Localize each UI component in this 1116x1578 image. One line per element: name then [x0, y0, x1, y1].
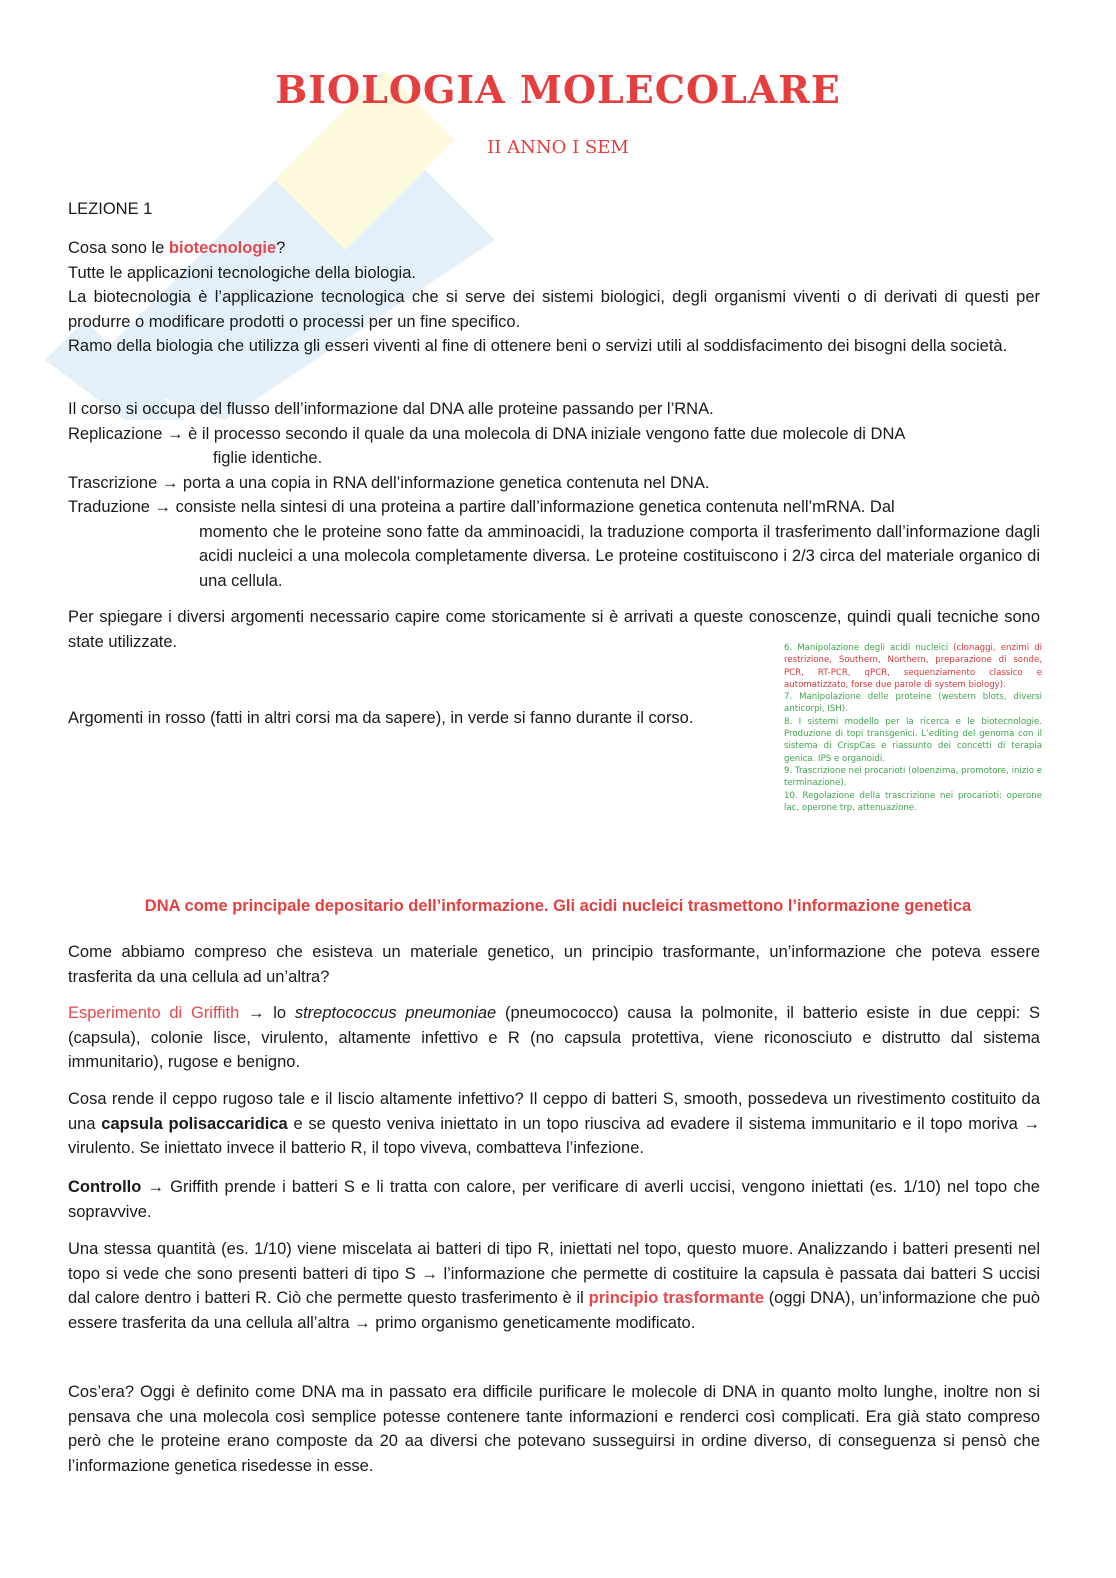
question-line: Cosa sono le biotecnologie?	[68, 239, 286, 257]
topic-item: 6. Manipolazione degli acidi nucleici (clonaggi, enzimi di restrizione, Southern, Northern, preparazione di sonde, PCR, RT-PCR, qPCR, sequenziamento classico e automatizzato, forse due parole di system biology).	[784, 643, 1042, 690]
replication-line: Replicazione → è il processo secondo il quale da una molecola di DNA iniziale vengono fatte due molecole di DNA	[68, 424, 906, 443]
history-paragraph: Per spiegare i diversi argomenti necessario capire come storicamente si è arrivati a queste conoscenze, quindi quali tecniche sono state utilizzate.	[68, 608, 1040, 651]
colors-note: Argomenti in rosso (fatti in altri corsi ma da sapere), in verde si fanno durante il corso.	[68, 709, 694, 727]
term-griffith: Esperimento di Griffith	[68, 1004, 240, 1022]
section-paragraph-transformation: Una stessa quantità (es. 1/10) viene miscelata ai batteri di tipo R, iniettati nel topo, questo muore. Analizzando i batteri presenti nel topo si vede che sono presenti batteri di tipo S → l’informazione che permette di costituire la capsula è passata dai batteri S uccisi dal calore dentro i batteri R. Ciò che permette questo trasferimento è il principio trasformante (oggi DNA), un’informazione che può essere trasferita da una cellula all’altra → primo organismo geneticamente modificato.	[68, 1240, 1040, 1332]
document-subtitle: II ANNO I SEM	[487, 137, 629, 158]
topics-list-image	[784, 642, 1042, 814]
definition-2: La biotecnologia è l’applicazione tecnologica che si serve dei sistemi biologici, degli organismi viventi o di derivati di questi per produrre o modificare prodotti o processi per un fine specifico.	[68, 288, 1040, 331]
intro-paragraph	[68, 236, 1040, 359]
flow-line: Il corso si occupa del flusso dell’informazione dal DNA alle proteine passando per l’RNA.	[68, 400, 714, 418]
term-biotecnologie: biotecnologie	[168, 239, 277, 257]
topic-item: 10. Regolazione della trascrizione nei procarioti: operone lac, operone trp, attenuazione.	[784, 790, 1043, 813]
section-paragraph-capsule: Cosa rende il ceppo rugoso tale e il liscio altamente infettivo? Il ceppo di batteri S, smooth, possedeva un rivestimento costituito da una capsula polisaccaridica e se questo veniva iniettato in un topo riusciva ad evadere il sistema immunitario e il topo moriva → virulento. Se iniettato invece il batterio R, il topo viveva, combatteva l’infezione.	[68, 1090, 1041, 1157]
section-paragraph-dna: Cos’era? Oggi è definito come DNA ma in passato era difficile purificare le molecole di DNA in quanto molto lunghe, inoltre non si pensava che una molecola così semplice potesse contenere tante informazioni e renderci così complicati. Era già stato compreso però che le proteine erano composte da 20 aa diversi che potevano susseguirsi in ordine diverso, di conseguenza si pensò che l’informazione genetica risedesse in esse.	[68, 1383, 1040, 1475]
document-title: BIOLOGIA MOLECOLARE	[275, 67, 841, 112]
translation-line: Traduzione → consiste nella sintesi di una proteina a partire dall’informazione genetica contenuta nell’mRNA. Dal	[68, 498, 895, 516]
term-capsula: capsula polisaccaridica	[101, 1114, 288, 1133]
term-controllo: Controllo	[68, 1178, 142, 1196]
lesson-label: LEZIONE 1	[68, 200, 153, 218]
definition-3: Ramo della biologia che utilizza gli esseri viventi al fine di ottenere beni o servizi utili al soddisfacimento dei bisogni della società.	[68, 337, 1008, 355]
translation-cont: momento che le proteine sono fatte da amminoacidi, la traduzione comporta il trasferimento dall’informazione dagli acidi nucleici a una molecola completamente diversa. Le proteine costituiscono i 2/3 circa del materiale organico di una cellula.	[199, 522, 1040, 590]
transcription-line: Trascrizione → porta a una copia in RNA dell’informazione genetica contenuta nel DNA.	[68, 473, 710, 492]
section-paragraph-1: Come abbiamo compreso che esisteva un materiale genetico, un principio trasformante, un’informazione che poteva essere trasferita da una cellula ad un’altra?	[68, 943, 1040, 986]
section-paragraph-griffith: Esperimento di Griffith → lo streptococcus pneumoniae (pneumococco) causa la polmonite, il batterio esiste in due ceppi: S (capsula), colonie lisce, virulento, altamente infettivo e R (no capsula protettiva, viene riconosciuto e distrutto dal sistema immunitario), rugose e benigno.	[68, 1004, 1040, 1071]
term-principio-trasformante: principio trasformante	[588, 1289, 764, 1307]
topic-item: 9. Trascrizione nei procarioti (oloenzima, promotore, inizio e terminazione).	[784, 765, 1042, 789]
topic-item: 7. Manipolazione delle proteine (western blots, diversi anticorpi, ISH).	[784, 692, 1043, 715]
topic-item: 8. I sistemi modello per la ricerca e le biotecnologie. Produzione di topi transgenici. L’editing del genoma con il sistema di CrispCas e riassunto dei concetti di terapia genica. IPS e organoidi.	[784, 716, 1043, 764]
section-paragraph-control: Controllo → Griffith prende i batteri S e li tratta con calore, per verificare di averli uccisi, vengono iniettati (es. 1/10) nel topo che sopravvive.	[68, 1178, 1040, 1221]
definition-1: Tutte le applicazioni tecnologiche della biologia.	[68, 263, 416, 282]
replication-cont: figlie identiche.	[213, 449, 323, 467]
species-name: streptococcus pneumoniae	[294, 1004, 497, 1022]
section-heading: DNA come principale depositario dell’informazione. Gli acidi nucleici trasmettono l’informazione genetica	[144, 897, 972, 915]
flow-paragraph	[68, 397, 1040, 593]
